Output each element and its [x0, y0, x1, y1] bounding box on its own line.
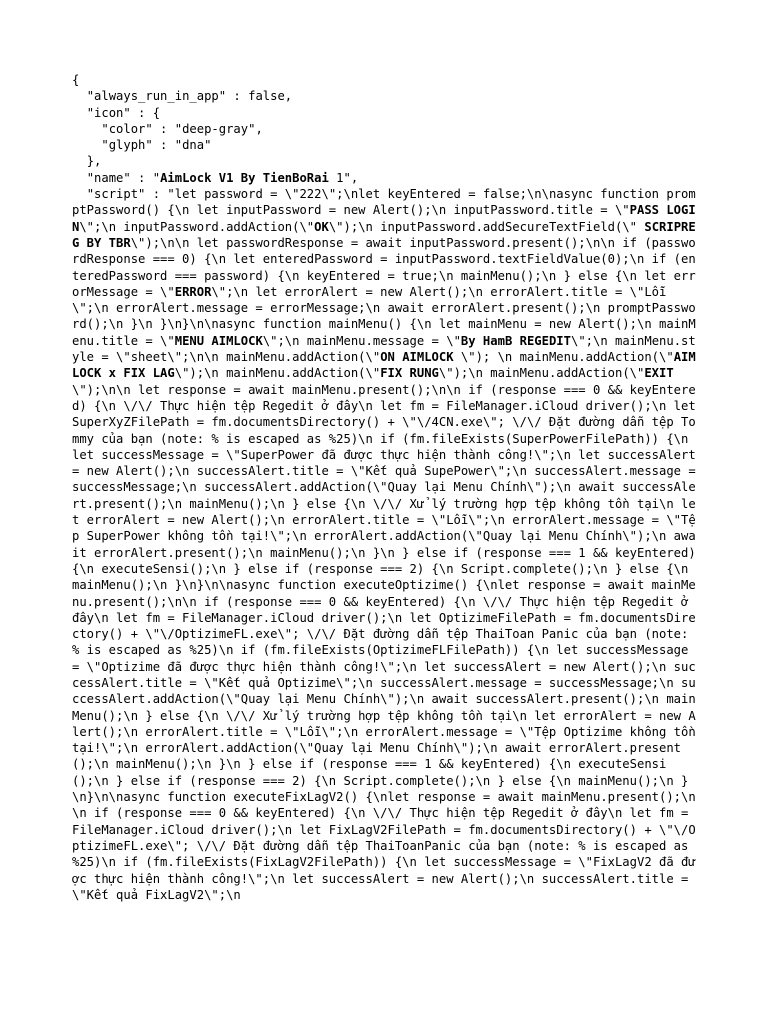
- script-seg-9: \");\n mainMenu.addAction(\": [174, 366, 381, 381]
- name-prefix: "name" : ": [86, 170, 161, 185]
- menu-aimlock-bold: MENU AIMLOCK: [174, 333, 263, 348]
- script-body: [72, 186, 702, 903]
- script-seg-4: \");\n\n let passwordResponse = await inputPassword.present();\n\n if (passwordResponse === 0) {\n let enteredPassword = inputPassword.textFieldValue(0);\n if (enteredPassword === password) {\n keyEntered = true;\n mainMenu();\n } else {\n let errorMessage = \": [72, 235, 696, 299]
- json-line-glyph: [72, 137, 702, 153]
- icon-open-text: "icon" : {: [86, 105, 161, 120]
- json-line-color: [72, 121, 702, 137]
- scripreg-bold: SCRIPREG BY TBR: [72, 219, 696, 250]
- script-seg-10: \");\n mainMenu.addAction(\": [438, 366, 645, 381]
- on-aimlock-bold: ON AIMLOCK: [380, 350, 454, 365]
- script-seg-7: \";\n mainMenu.style = \"sheet\";\n\n mainMenu.addAction(\": [72, 333, 696, 365]
- script-seg-6: \";\n mainMenu.message = \": [262, 333, 461, 348]
- glyph-text: "glyph" : "dna": [101, 138, 212, 153]
- error-bold: ERROR: [174, 284, 212, 299]
- json-line-name: [72, 170, 702, 186]
- script-seg-8: \"); \n mainMenu.addAction(\": [453, 350, 674, 365]
- exit-bold: EXIT: [644, 366, 674, 381]
- json-line-always-run: [72, 88, 702, 104]
- pass-login-bold: PASS LOGIN: [72, 203, 696, 234]
- script-prefix: "script" : "let password = \"222\";\nlet keyEntered = false;\n\nasync function promptPassword() {\n let inputPassword = new Alert();\n inputPassword.title = \": [72, 187, 696, 218]
- script-seg-11: \");\n\n let response = await mainMenu.present();\n\n if (response === 0 && keyEntered) {\n \/\/ Thực hiện tệp Regedit ở đây\n let fm = FileManager.iCloud driver();\n let SuperXyZFilePath = fm.documentsDirectory() + \"\/4CN.exe\"; \/\/ Đặt đường dẫn tệp Tommy của bạn (note: % is escaped as %25)\n if (fm.fileExists(SuperPowerFilePath)) {\n let successMessage = \"SuperPower đã được thực hiện thành công!\";\n let successAlert = new Alert();\n successAlert.title = \"Kết quả SupePower\";\n successAlert.message = successMessage;\n successAlert.addAction(\"Quay lại Menu Chính\");\n await successAlert.present();\n mainMenu();\n } else {\n \/\/ Xử lý trường hợp tệp không tồn tại\n let errorAlert = new Alert();\n errorAlert.title = \"Lỗi\";\n errorAlert.message = \"Tệp SuperPower không tồn tại!\";\n errorAlert.addAction(\"Quay lại Menu Chính\");\n await errorAlert.present();\n mainMenu();\n }\n } else if (response === 1 && keyEntered) {\n executeSensi();\n } else if (response === 2) {\n Script.complete();\n } else {\n mainMenu();\n }\n}\n\nasync function executeOptizime() {\nlet response = await mainMenu.present();\n\n if (response === 0 && keyEntered) {\n \/\/ Thực hiện tệp Regedit ở đây\n let fm = FileManager.iCloud driver();\n let OptizimeFilePath = fm.documentsDirectory() + \"\/OptizimeFL.exe\"; \/\/ Đặt đường dẫn tệp ThaiToan Panic của bạn (note: % is escaped as %25)\n if (fm.fileExists(OptizimeFLFilePath)) {\n let successMessage = \"Optizime đã được thực hiện thành công!\";\n let successAlert = new Alert();\n successAlert.title = \"Kết quả Optizime\";\n successAlert.message = successMessage;\n successAlert.addAction(\"Quay lại Menu Chính\");\n await successAlert.present();\n mainMenu();\n } else {\n \/\/ Xử lý trường hợp tệp không tồn tại\n let errorAlert = new Alert();\n errorAlert.title = \"Lỗi\";\n errorAlert.message = \"Tệp Optizime không tồn tại!\";\n errorAlert.addAction(\"Quay lại Menu Chính\");\n await errorAlert.present();\n mainMenu();\n }\n } else if (response === 1 && keyEntered) {\n executeSensi();\n } else if (response === 2) {\n Script.complete();\n } else {\n mainMenu();\n }\n}\n\nasync function executeFixLagV2() {\nlet response = await mainMenu.present();\n\n if (response === 0 && keyEntered) {\n \/\/ Thực hiện tệp Regedit ở đây\n let fm = FileManager.iCloud driver();\n let FixLagV2FilePath = fm.documentsDirectory() + \"\/OptizimeFL.exe\"; \/\/ Đặt đường dẫn tệp ThaiToanPanic của bạn (note: % is escaped as %25)\n if (fm.fileExists(FixLagV2FilePath)) {\n let successMessage = \"FixLagV2 đã được thực hiện thành công!\";\n let successAlert = new Alert();\n successAlert.title = \"Kết quả FixLagV2\";\n: [72, 382, 696, 902]
- script-seg-3: \");\n inputPassword.addSecureTextField(\": [328, 219, 638, 234]
- name-suffix: 1",: [328, 170, 359, 185]
- by-hamb-bold: By HamB REGEDIT: [460, 333, 571, 348]
- script-seg-5: \";\n let errorAlert = new Alert();\n errorAlert.title = \"Lỗi\";\n errorAlert.message = errorMessage;\n await errorAlert.present();\n promptPassword();\n }\n }\n}\n\nasync function mainMenu() {\n let mainMenu = new Alert();\n mainMenu.title = \": [72, 284, 696, 348]
- script-name-bold: AimLock V1 By TienBoRai: [160, 170, 329, 185]
- always-run-text: "always_run_in_app" : false,: [86, 89, 293, 104]
- json-line-icon-close: [72, 153, 702, 169]
- icon-close-text: },: [86, 154, 102, 169]
- aimlock-fix-lag-bold: AIMLOCK x FIX LAG: [72, 350, 696, 381]
- ok-bold: OK: [314, 219, 329, 234]
- json-open-brace: {: [72, 73, 80, 87]
- json-line-icon-open: [72, 105, 702, 121]
- color-text: "color" : "deep-gray",: [101, 121, 263, 136]
- fix-rung-bold: FIX RUNG: [380, 366, 439, 381]
- script-seg-2: \";\n inputPassword.addAction(\": [79, 219, 315, 234]
